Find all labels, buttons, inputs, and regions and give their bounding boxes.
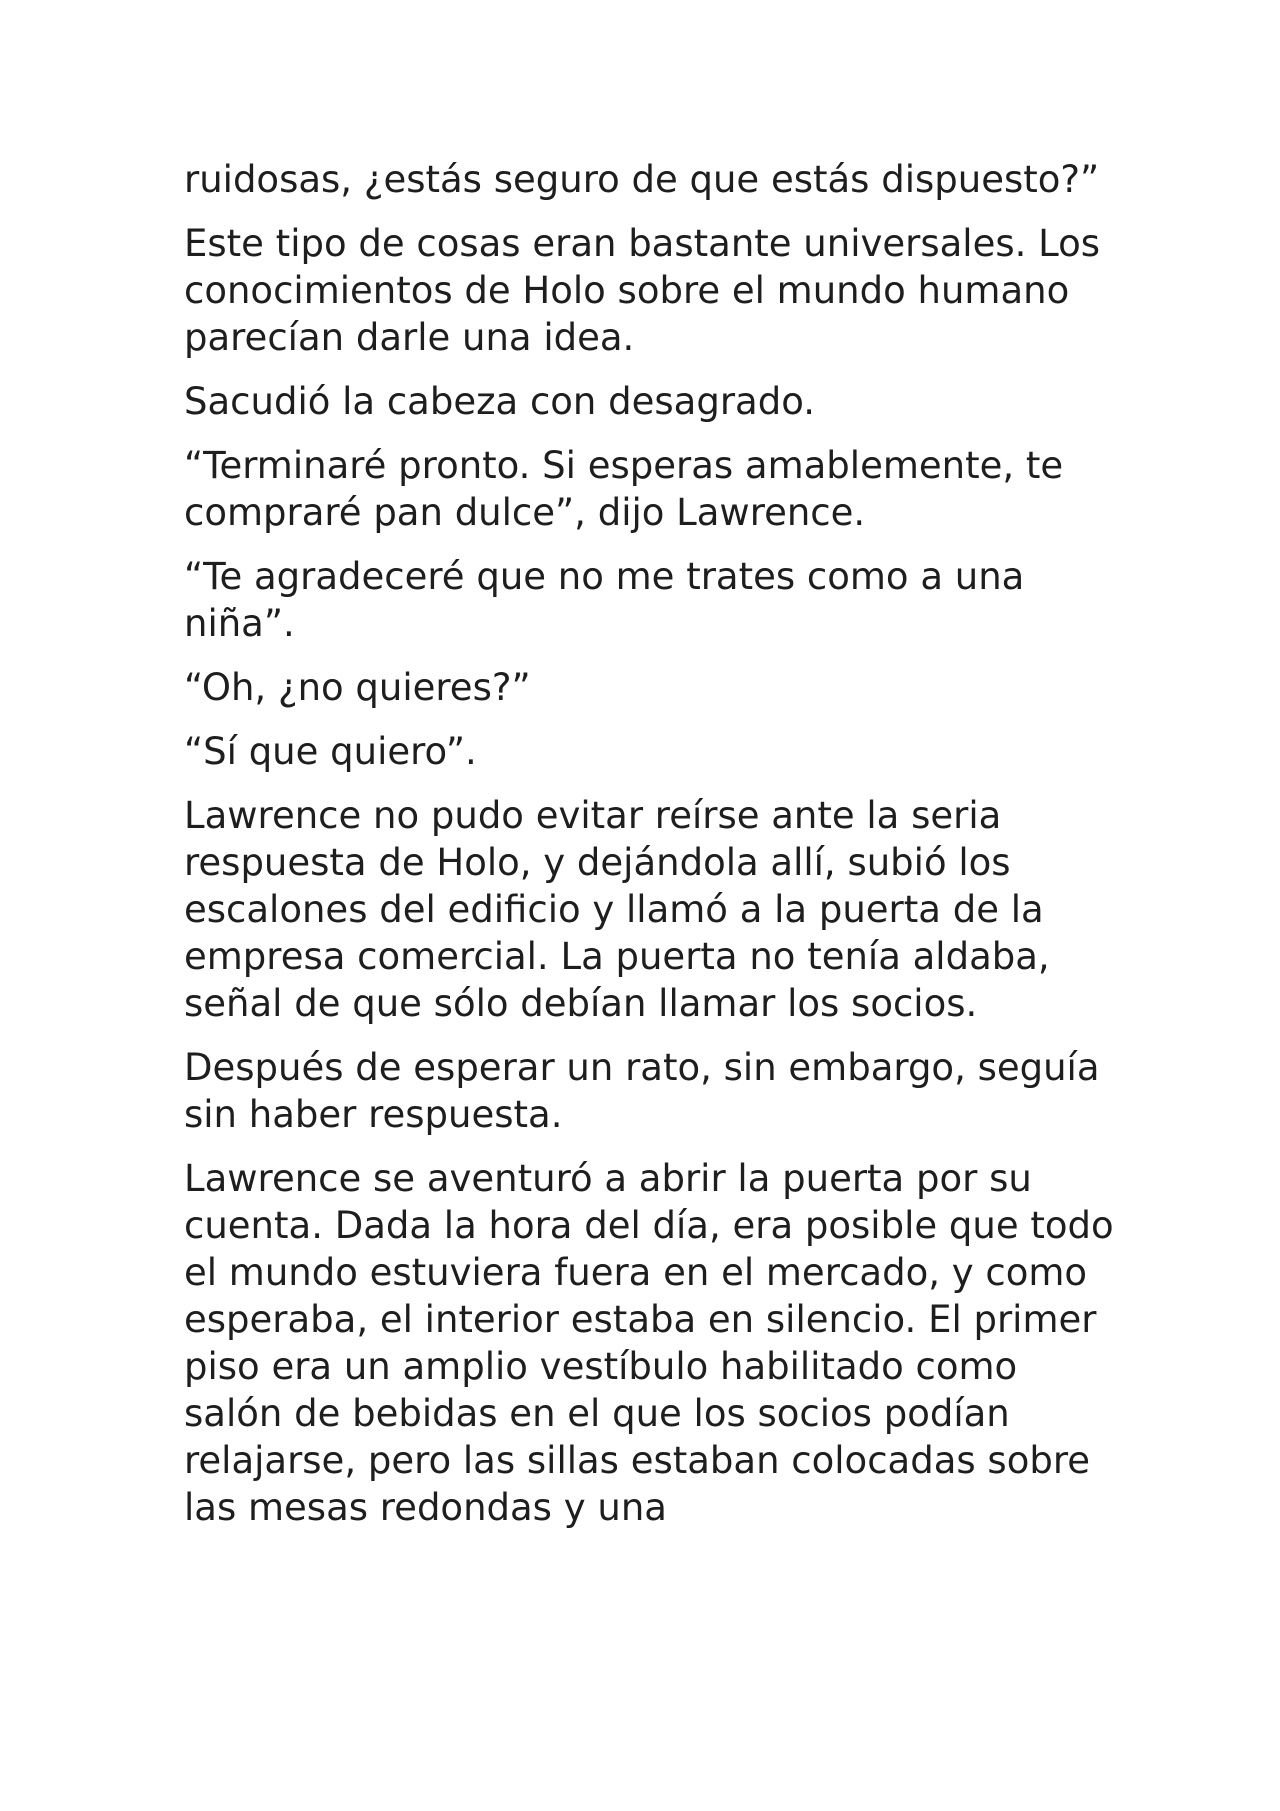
paragraph-6: “Oh, ¿no quieres?” (184, 666, 531, 709)
paragraph-4: “Terminaré pronto. Si esperas amablemente, te compraré pan dulce”, dijo Lawrence. (184, 444, 1064, 534)
paragraph-3: Sacudió la cabeza con desagrado. (184, 380, 815, 423)
paragraph-2: Este tipo de cosas eran bastante universales. Los conocimientos de Holo sobre el mundo humano parecían darle una idea. (184, 222, 1101, 359)
paragraph-5: “Te agradeceré que no me trates como a una niña”. (184, 555, 1025, 645)
paragraph-8: Lawrence no pudo evitar reírse ante la seria respuesta de Holo, y dejándola allí, subió los escalones del edificio y llamó a la puerta de la empresa comercial. La puerta no tenía aldaba, señal de que sólo debían llamar los socios. (184, 794, 1050, 1025)
paragraph-10: Lawrence se aventuró a abrir la puerta por su cuenta. Dada la hora del día, era posible que todo el mundo estuviera fuera en el mercado, y como esperaba, el interior estaba en silencio. El primer piso era un amplio vestíbulo habilitado como salón de bebidas en el que los socios podían relajarse, pero las sillas estaban colocadas sobre las mesas redondas y una (184, 1157, 1114, 1529)
paragraph-7: “Sí que quiero”. (184, 730, 477, 773)
paragraph-9: Después de esperar un rato, sin embargo, seguía sin haber respuesta. (184, 1046, 1100, 1136)
paragraph-1: ruidosas, ¿estás seguro de que estás dispuesto?” (184, 158, 1100, 201)
body-text (184, 156, 1124, 1548)
